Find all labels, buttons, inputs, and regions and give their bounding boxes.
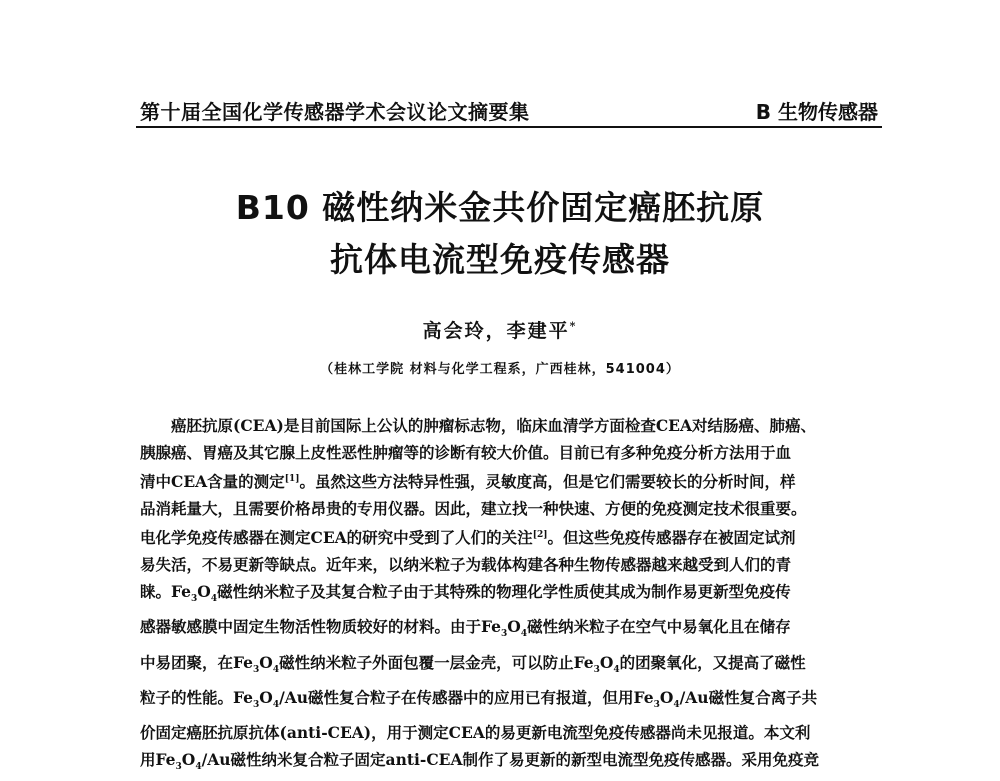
journal-title: 第十届全国化学传感器学术会议论文摘要集 <box>140 100 530 124</box>
body-text-run: 。虽然这些方法特异性强，灵敏度高，但是它们需要较长的分析时间，样 <box>299 472 796 492</box>
body-text-run: /Au磁性纳米复合粒子固定anti-CEA制作了易更新的新型电流型免疫传感器。采用免疫竞 <box>201 749 820 769</box>
subscript: 4 <box>613 664 620 675</box>
body-text-run: O <box>259 687 273 707</box>
body-text-run: 用Fe <box>140 749 176 769</box>
body-text-run: /Au磁性复合离子共 <box>679 687 818 707</box>
body-line <box>140 412 880 439</box>
body-text-run: 的团聚氧化，又提高了磁性 <box>619 652 806 672</box>
abstract-body <box>140 412 880 781</box>
body-text-run: /Au磁性复合粒子在传感器中的应用已有报道，但用Fe <box>279 687 654 707</box>
body-text-run: 中易团聚，在Fe <box>140 652 254 672</box>
subscript: 4 <box>272 664 280 675</box>
authors <box>0 316 1000 343</box>
body-text-run: 磁性纳米粒子及其复合粒子由于其特殊的物理化学性质使其成为制作易更新型免疫传 <box>217 582 791 602</box>
subscript: 4 <box>673 699 680 710</box>
body-line <box>140 439 880 466</box>
body-line <box>140 746 880 781</box>
affiliation: （桂林工学院 材料与化学工程系，广西桂林，541004） <box>320 362 680 377</box>
body-text-run: 感器敏感膜中固定生物活性物质较好的材料。由于Fe <box>140 617 502 637</box>
subscript: 4 <box>272 699 280 710</box>
body-text-run: 睐。Fe <box>140 582 192 602</box>
running-header <box>136 94 882 128</box>
section-label: B 生物传感器 <box>755 100 878 124</box>
subscript: 4 <box>520 629 528 640</box>
body-text-run: 磁性纳米粒子在空气中易氧化且在储存 <box>527 617 791 637</box>
body-text-run: 清中CEA含量的测定 <box>140 472 285 492</box>
subscript: 4 <box>210 594 218 605</box>
body-line <box>140 649 880 684</box>
citation-ref: [1] <box>284 474 300 484</box>
body-text-run: 。但这些免疫传感器存在被固定试剂 <box>547 528 796 548</box>
body-text-run: O <box>197 582 211 602</box>
subscript: 3 <box>253 664 260 675</box>
body-line <box>140 466 880 495</box>
corresponding-author-mark: * <box>569 319 578 333</box>
subscript: 3 <box>191 594 198 605</box>
body-text-run: 癌胚抗原(CEA)是目前国际上公认的肿瘤标志物，临床血清学方面检查CEA对结肠癌、肺癌、 <box>171 416 817 435</box>
paper-title-line-1: B10 磁性纳米金共价固定癌胚抗原 <box>235 188 765 227</box>
body-line <box>140 522 880 551</box>
body-line <box>140 719 880 746</box>
body-text-run: O <box>259 652 273 672</box>
body-text-run: 价固定癌胚抗原抗体(anti-CEA)，用于测定CEA的易更新电流型免疫传感器尚未见报道。本文利 <box>140 722 811 742</box>
body-line <box>140 578 880 613</box>
author-names: 高会玲，李建平 <box>422 320 570 342</box>
body-line <box>140 495 880 522</box>
body-text-run: O <box>181 749 196 769</box>
body-text-run: 易失活，不易更新等缺点。近年来，以纳米粒子为载体构建各种生物传感器越来越受到人们的青 <box>140 555 792 575</box>
body-text-run: 胰腺癌、胃癌及其它腺上皮性恶性肿瘤等的诊断有较大价值。目前已有多种免疫分析方法用于血 <box>140 443 792 462</box>
body-text-run: 电化学免疫传感器在测定CEA的研究中受到了人们的关注 <box>140 528 533 548</box>
subscript: 3 <box>175 761 182 772</box>
citation-ref: [2] <box>532 530 548 541</box>
body-line <box>140 613 880 648</box>
body-line <box>140 551 880 578</box>
subscript: 3 <box>253 699 260 710</box>
subscript: 4 <box>195 761 202 772</box>
body-text-run: 粒子的性能。Fe <box>140 687 254 707</box>
subscript: 3 <box>653 699 660 710</box>
body-text-run: O <box>599 652 614 672</box>
body-text-run: 品消耗量大，且需要价格昂贵的专用仪器。因此，建立找一种快速、方便的免疫测定技术很重要。 <box>140 499 807 519</box>
paper-title-line-2: 抗体电流型免疫传感器 <box>330 240 670 279</box>
body-text-run: 磁性纳米粒子外面包覆一层金壳，可以防止Fe <box>279 652 594 672</box>
subscript: 3 <box>593 664 600 675</box>
body-text-run: O <box>659 687 674 707</box>
subscript: 3 <box>501 629 508 640</box>
body-text-run: O <box>507 617 521 637</box>
body-line <box>140 684 880 719</box>
